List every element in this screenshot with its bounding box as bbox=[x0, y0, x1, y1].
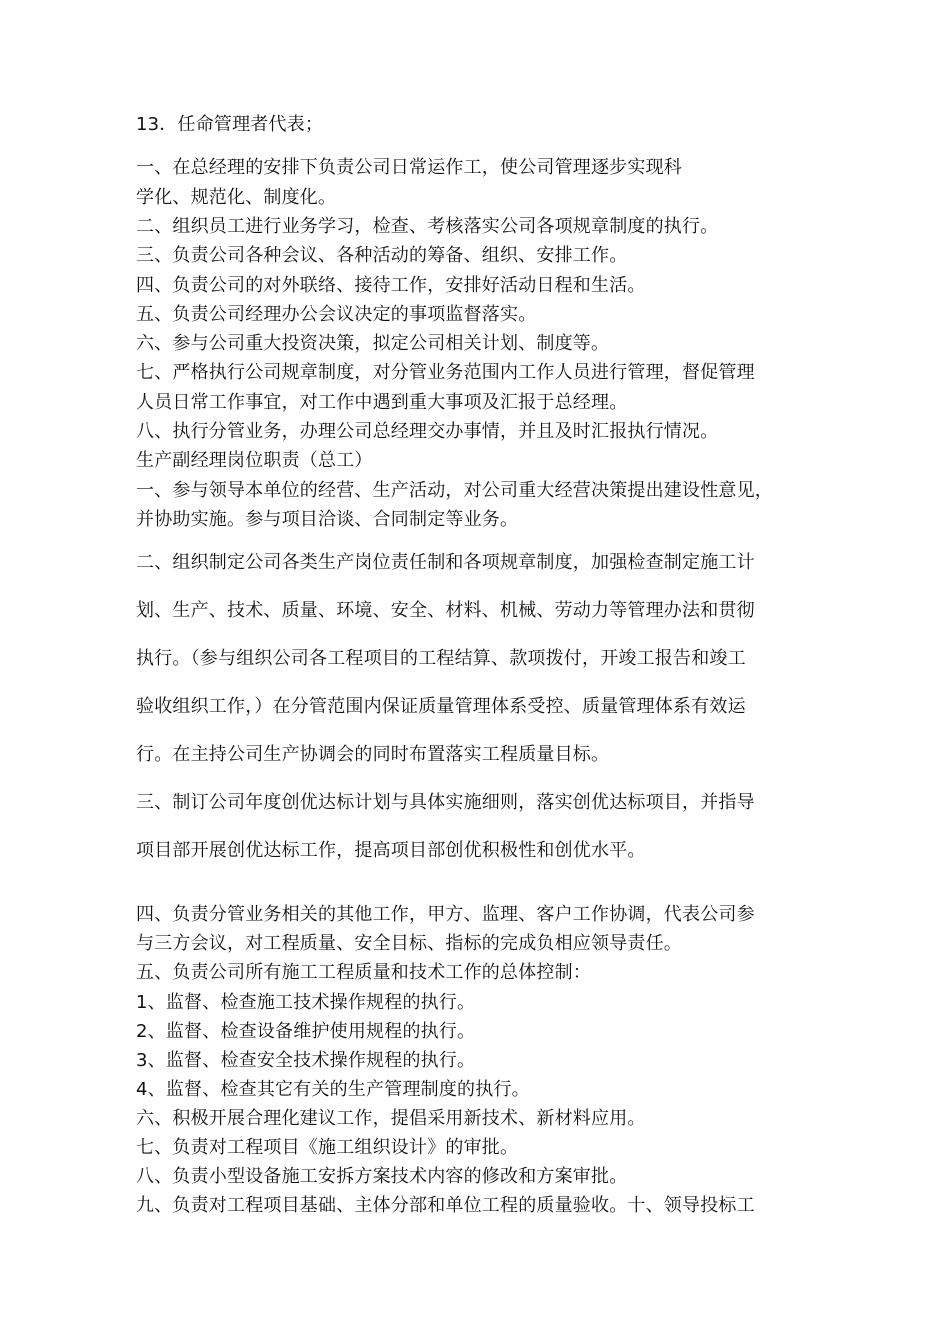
text-line: 八、负责小型设备施工安拆方案技术内容的修改和方案审批。 bbox=[136, 1166, 628, 1187]
text-line: 七、负责对工程项目《施工组织设计》的审批。 bbox=[136, 1137, 519, 1158]
text-line: 人员日常工作事宜，对工作中遇到重大事项及汇报于总经理。 bbox=[136, 392, 628, 413]
text-line: 五、负责公司所有施工工程质量和技术工作的总体控制： bbox=[136, 962, 591, 983]
text-line: 行。在主持公司生产协调会的同时布置落实工程质量目标。 bbox=[136, 744, 610, 765]
text-line: 一、参与领导本单位的经营、生产活动，对公司重大经营决策提出建设性意见， bbox=[136, 480, 773, 501]
text-line: 四、负责公司的对外联络、接待工作，安排好活动日程和生活。 bbox=[136, 275, 646, 296]
text-line: 项目部开展创优达标工作，提高项目部创优积极性和创优水平。 bbox=[136, 840, 646, 861]
text-line: 学化、规范化、制度化。 bbox=[136, 187, 337, 208]
text-line: 三、负责公司各种会议、各种活动的筹备、组织、安排工作。 bbox=[136, 245, 628, 266]
text-line: 二、组织员工进行业务学习，检查、考核落实公司各项规章制度的执行。 bbox=[136, 216, 719, 237]
text-line: 三、制订公司年度创优达标计划与具体实施细则，落实创优达标项目，并指导 bbox=[136, 792, 755, 813]
list-item: 1、监督、检查施工技术操作规程的执行。 bbox=[136, 992, 476, 1013]
text-line: 划、生产、技术、质量、环境、安全、材料、机械、劳动力等管理办法和贯彻 bbox=[136, 600, 755, 621]
text-line: 九、负责对工程项目基础、主体分部和单位工程的质量验收。十、领导投标工 bbox=[136, 1195, 755, 1216]
text-line: 验收组织工作，）在分管范围内保证质量管理体系受控、质量管理体系有效运 bbox=[136, 696, 746, 717]
text-line: 四、负责分管业务相关的其他工作，甲方、监理、客户工作协调，代表公司参 bbox=[136, 904, 755, 925]
text-line: 六、积极开展合理化建议工作，提倡采用新技术、新材料应用。 bbox=[136, 1108, 646, 1129]
section-heading: 生产副经理岗位职责（总工） bbox=[136, 450, 373, 471]
text-line: 八、执行分管业务，办理公司总经理交办事情，并且及时汇报执行情况。 bbox=[136, 421, 719, 442]
text-line: 并协助实施。参与项目洽谈、合同制定等业务。 bbox=[136, 509, 519, 530]
list-item: 4、监督、检查其它有关的生产管理制度的执行。 bbox=[136, 1079, 530, 1100]
text-line: 执行。（参与组织公司各工程项目的工程结算、款项拨付，开竣工报告和竣工 bbox=[136, 648, 746, 669]
text-line: 五、负责公司经理办公会议决定的事项监督落实。 bbox=[136, 304, 537, 325]
text-line: 二、组织制定公司各类生产岗位责任制和各项规章制度，加强检查制定施工计 bbox=[136, 552, 755, 573]
text-line: 与三方会议，对工程质量、安全目标、指标的完成负相应领导责任。 bbox=[136, 933, 682, 954]
text-line: 一、在总经理的安排下负责公司日常运作工，使公司管理逐步实现科 bbox=[136, 157, 682, 178]
list-item: 3、监督、检查安全技术操作规程的执行。 bbox=[136, 1050, 476, 1071]
text-line: 七、严格执行公司规章制度，对分管业务范围内工作人员进行管理，督促管理 bbox=[136, 362, 755, 383]
text-line: 六、参与公司重大投资决策，拟定公司相关计划、制度等。 bbox=[136, 333, 610, 354]
text-line: 13．任命管理者代表； bbox=[136, 114, 324, 135]
list-item: 2、监督、检查设备维护使用规程的执行。 bbox=[136, 1021, 476, 1042]
